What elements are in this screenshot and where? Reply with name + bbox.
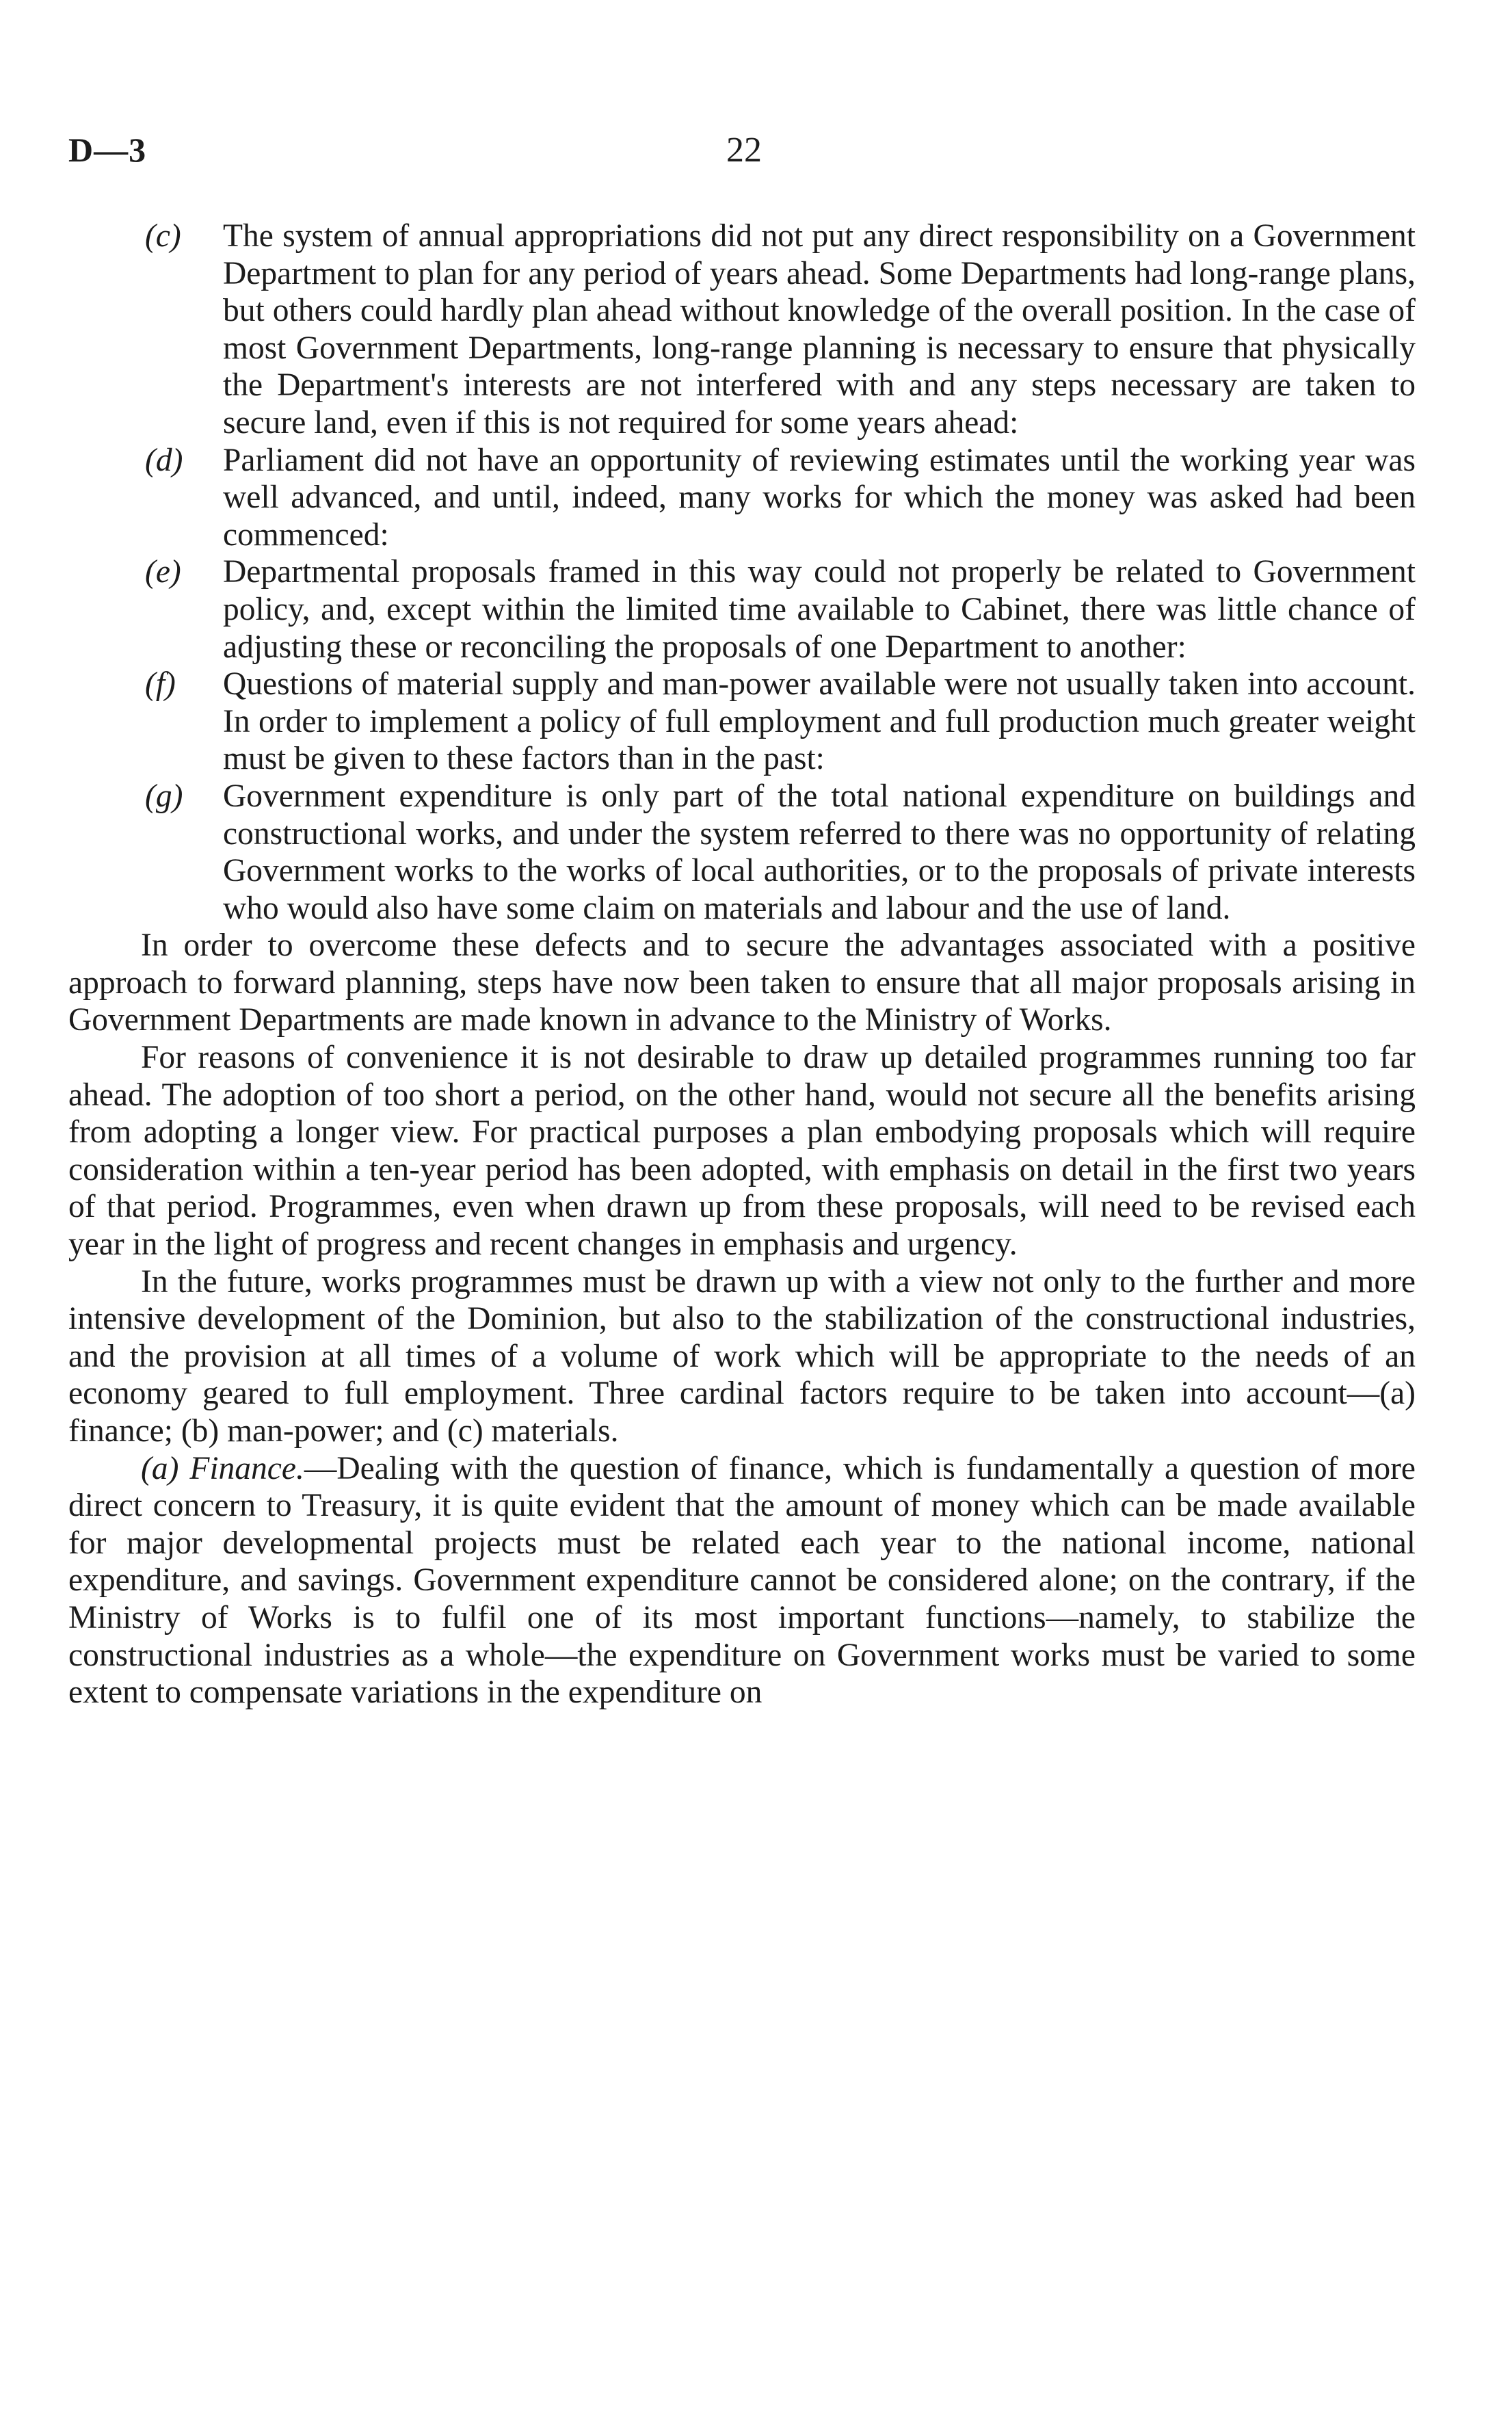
body-text bbox=[68, 218, 1416, 1711]
list-item-label: (c) bbox=[145, 218, 181, 254]
list-item-label: (e) bbox=[145, 554, 181, 590]
paragraph-programmes: For reasons of convenience it is not desirable to draw up detailed programmes running too far ahead. The adoption of too short a period, on the other hand, would not secure all the benefits arising from adopting a longer view. For practical purposes a plan embodying proposals which will require consideration within a ten-year period has been adopted, with emphasis on detail in the first two years of that period. Programmes, even when drawn up from these proposals, will need to be revised each year in the light of progress and recent changes in emphasis and urgency. bbox=[68, 1040, 1416, 1263]
list-item-text: Departmental proposals framed in this way could not properly be related to Government policy, and, except within the limited time available to Cabinet, there was little chance of adjusting these or reconciling the proposals of one Department to another: bbox=[223, 554, 1416, 665]
list-item-text: Government expenditure is only part of the total national expenditure on buildings and constructional works, and under the system referred to there was no opportunity of relating Government works to the works of local authorities, or to the proposals of private interests who would also have some claim on materials and labour and the use of land. bbox=[223, 778, 1416, 926]
list-item bbox=[68, 553, 1416, 666]
list-item-label: (d) bbox=[145, 442, 183, 478]
list-item bbox=[68, 442, 1416, 554]
list-item-text: Questions of material supply and man-power available were not usually taken into account. In order to implement a policy of full employment and full production much greater weight must be given to these factors than in the past: bbox=[223, 666, 1416, 777]
paragraph-finance bbox=[68, 1450, 1416, 1711]
finance-heading: Finance. bbox=[189, 1450, 304, 1486]
page-number: 22 bbox=[726, 131, 762, 170]
list-item-text: The system of annual appropriations did not put any direct responsibility on a Government Department to plan for any period of years ahead. Some Departments had long-range plans, but others could hardly plan ahead without knowledge of the overall position. In the case of most Government Departments, long-range planning is necessary to ensure that physically the Department's interests are not interfered with and any steps necessary are taken to secure land, even if this is not required for some years ahead: bbox=[223, 218, 1416, 441]
paragraph-defects: In order to overcome these defects and to secure the advantages associated with a positive approach to forward planning, steps have now been taken to ensure that all major proposals arising in Government Departments are made known in advance to the Ministry of Works. bbox=[68, 928, 1416, 1038]
finance-text: —Dealing with the question of finance, which is fundamentally a question of more direct concern to Treasury, it is quite evident that the amount of money which can be made available for major developmental projects must be related each year to the national income, national expenditure, and savings. Government expenditure cannot be considered alone; on the contrary, if the Ministry of Works is to fulfil one of its most important functions—namely, to stabilize the constructional industries as a whole—the expenditure on Government works must be varied to some extent to compensate variations in the expenditure on bbox=[68, 1450, 1416, 1711]
list-item-label: (g) bbox=[145, 778, 183, 814]
finance-label: (a) bbox=[141, 1450, 179, 1486]
list-item bbox=[68, 778, 1416, 927]
list-item bbox=[68, 218, 1416, 442]
list-item-label: (f) bbox=[145, 666, 176, 702]
list-item-text: Parliament did not have an opportunity of reviewing estimates until the working year was well advanced, and until, indeed, many works for which the money was asked had been commenced: bbox=[223, 442, 1416, 553]
paragraph-future-works: In the future, works programmes must be drawn up with a view not only to the further and more intensive development of the Dominion, but also to the stabilization of the constructional industries, and the provision at all times of a volume of work which will be appropriate to the needs of an economy geared to full employment. Three cardinal factors require to be taken into account—(a) finance; (b) man-power; and (c) materials. bbox=[68, 1263, 1416, 1449]
page-header bbox=[68, 130, 1436, 185]
document-reference: D—3 bbox=[68, 131, 147, 169]
list-item bbox=[68, 666, 1416, 778]
